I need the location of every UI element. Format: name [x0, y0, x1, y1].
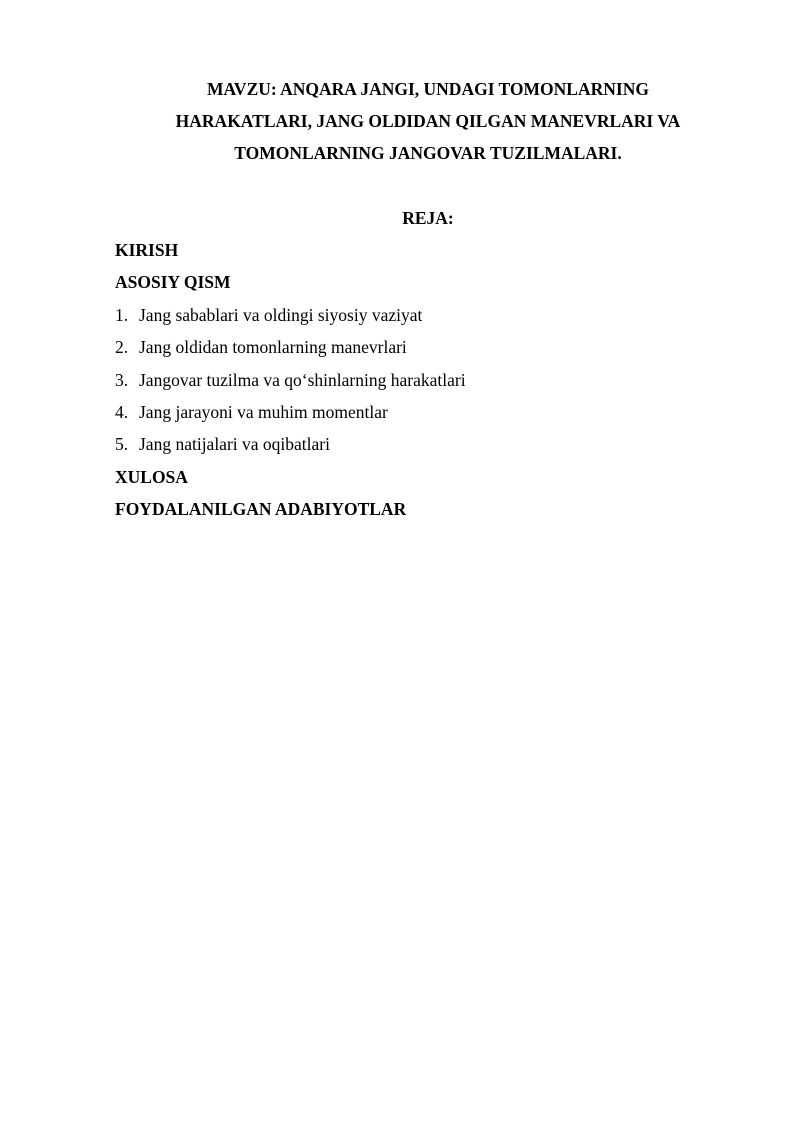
list-item-number: 1.: [115, 304, 129, 325]
list-item-text: Jang sabablari va oldingi siyosiy vaziyat: [139, 304, 423, 325]
list-item-text: Jang jarayoni va muhim momentlar: [139, 402, 388, 423]
plan-outline: [115, 234, 735, 526]
list-item-number: 2.: [115, 337, 129, 358]
title-line-1: MAVZU: ANQARA JANGI, UNDAGI TOMONLARNING: [207, 79, 649, 99]
references-heading: FOYDALANILGAN ADABIYOTLAR: [115, 499, 407, 520]
list-item: [115, 331, 735, 363]
list-item-number: 4.: [115, 402, 129, 423]
list-item: [115, 428, 735, 460]
title-line-2: HARAKATLARI, JANG OLDIDAN QILGAN MANEVRLARI VA: [175, 111, 681, 131]
plan-heading: REJA:: [402, 208, 454, 228]
list-item-number: 3.: [115, 369, 129, 390]
list-item: [115, 364, 735, 396]
conclusion-heading: XULOSA: [115, 466, 188, 487]
intro-heading: KIRISH: [115, 240, 179, 260]
list-item: [115, 299, 735, 331]
list-item-number: 5.: [115, 434, 129, 455]
main-part-heading: ASOSIY QISM: [115, 272, 231, 293]
list-item-text: Jangovar tuzilma va qo‘shinlarning harakatlari: [139, 369, 466, 390]
document-title: [100, 73, 756, 169]
title-line-3: TOMONLARNING JANGOVAR TUZILMALARI.: [234, 143, 622, 163]
list-item-text: Jang natijalari va oqibatlari: [139, 434, 330, 455]
list-item: [115, 396, 735, 428]
list-item-text: Jang oldidan tomonlarning manevrlari: [139, 337, 407, 358]
